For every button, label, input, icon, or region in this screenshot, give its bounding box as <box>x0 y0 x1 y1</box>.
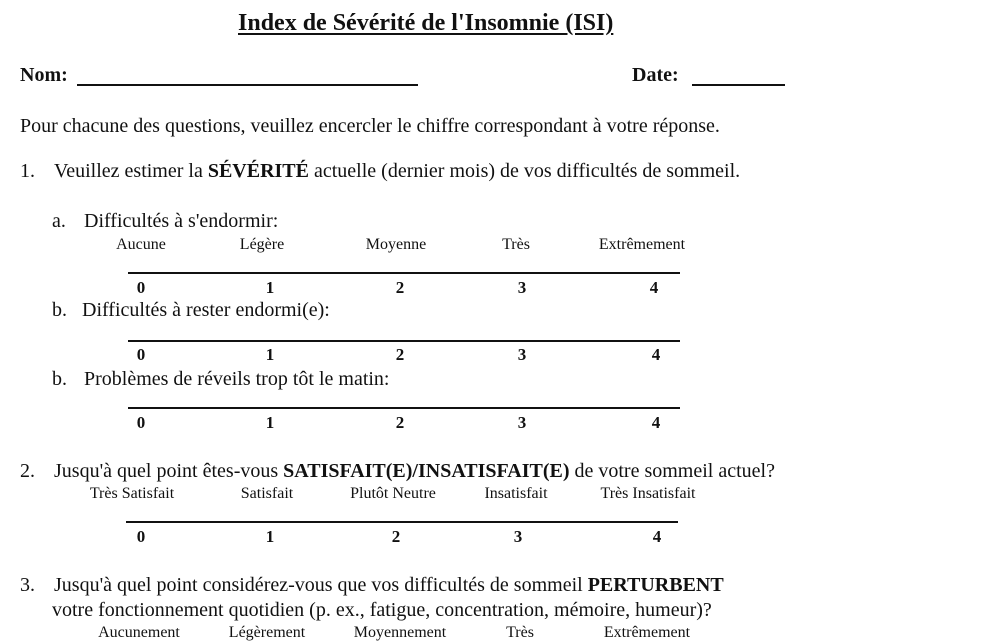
q1-text-pre: Veuillez estimer la <box>54 160 203 182</box>
q3-scale-label-1: Légèrement <box>228 624 306 641</box>
date-label: Date: <box>632 64 679 86</box>
q1-text-emph: SÉVÉRITÉ <box>207 160 309 182</box>
q3-scale-label-3: Très <box>506 624 534 641</box>
q1-text-post: actuelle (dernier mois) de vos difficultés de sommeil. <box>313 160 741 182</box>
q1-text <box>54 160 740 183</box>
q1b-option-1[interactable]: 1 <box>265 345 275 364</box>
q1c-option-4[interactable]: 4 <box>651 413 661 432</box>
q2-scale-line <box>126 521 678 523</box>
q1c-scale-line <box>128 407 680 409</box>
q1a-letter: a. <box>52 210 66 232</box>
q1b-option-4[interactable]: 4 <box>651 345 661 364</box>
q1-scale-label-0: Aucune <box>116 236 166 253</box>
q3-text <box>54 574 724 597</box>
q1b-letter: b. <box>52 299 67 321</box>
q1c-option-1[interactable]: 1 <box>265 413 275 432</box>
q1a-scale-line <box>128 272 680 274</box>
form-title: Index de Sévérité de l'Insomnie (ISI) <box>238 10 614 36</box>
q3-scale-label-4: Extrêmement <box>603 624 691 641</box>
q2-scale-label-0: Très Satisfait <box>89 485 175 502</box>
q1c-option-2[interactable]: 2 <box>395 413 405 432</box>
q1c-letter: b. <box>52 368 67 390</box>
q2-text-pre: Jusqu'à quel point êtes-vous <box>54 460 279 482</box>
q1a-option-1[interactable]: 1 <box>265 278 275 297</box>
q3-scale-label-0: Aucunement <box>98 624 180 641</box>
date-field[interactable] <box>692 84 785 86</box>
q1a-option-0[interactable]: 0 <box>136 278 146 297</box>
q1a-option-4[interactable]: 4 <box>649 278 659 297</box>
q2-scale-label-1: Satisfait <box>240 485 294 502</box>
q1-scale-label-3: Très <box>502 236 530 253</box>
q1b-text: Difficultés à rester endormi(e): <box>82 299 330 321</box>
q2-scale-label-2: Plutôt Neutre <box>350 485 436 502</box>
q1a-option-2[interactable]: 2 <box>395 278 405 297</box>
q2-text-post: de votre sommeil actuel? <box>574 460 775 482</box>
q2-option-0[interactable]: 0 <box>136 527 146 546</box>
q1a-text: Difficultés à s'endormir: <box>84 210 279 232</box>
q1-scale-label-4: Extrêmement <box>598 236 686 253</box>
q1b-scale-line <box>128 340 680 342</box>
instructions: Pour chacune des questions, veuillez encercler le chiffre correspondant à votre réponse. <box>20 115 720 137</box>
q3-text-emph: PERTURBENT <box>587 574 724 596</box>
q1-scale-label-1: Légère <box>239 236 285 253</box>
q1a-option-3[interactable]: 3 <box>517 278 527 297</box>
q1c-text: Problèmes de réveils trop tôt le matin: <box>84 368 390 390</box>
q2-number: 2. <box>20 460 35 482</box>
q2-option-3[interactable]: 3 <box>513 527 523 546</box>
q3-text-line2: votre fonctionnement quotidien (p. ex., fatigue, concentration, mémoire, humeur)? <box>52 599 712 621</box>
q1b-option-2[interactable]: 2 <box>395 345 405 364</box>
q1c-option-3[interactable]: 3 <box>517 413 527 432</box>
q2-scale-label-4: Très Insatisfait <box>600 485 696 502</box>
q2-option-4[interactable]: 4 <box>652 527 662 546</box>
q3-text-pre: Jusqu'à quel point considérez-vous que vos difficultés de sommeil <box>54 574 583 596</box>
nom-label: Nom: <box>20 64 68 86</box>
q1-number: 1. <box>20 160 35 182</box>
q2-text-emph: SATISFAIT(E)/INSATISFAIT(E) <box>283 460 570 482</box>
q1-scale-label-2: Moyenne <box>365 236 427 253</box>
q2-text <box>54 460 775 483</box>
q2-option-1[interactable]: 1 <box>265 527 275 546</box>
nom-field[interactable] <box>77 84 418 86</box>
q3-scale-label-2: Moyennement <box>353 624 447 641</box>
q2-scale-label-3: Insatisfait <box>484 485 548 502</box>
q1b-option-3[interactable]: 3 <box>517 345 527 364</box>
q1b-option-0[interactable]: 0 <box>136 345 146 364</box>
q1c-option-0[interactable]: 0 <box>136 413 146 432</box>
q3-number: 3. <box>20 574 35 596</box>
q2-option-2[interactable]: 2 <box>391 527 401 546</box>
